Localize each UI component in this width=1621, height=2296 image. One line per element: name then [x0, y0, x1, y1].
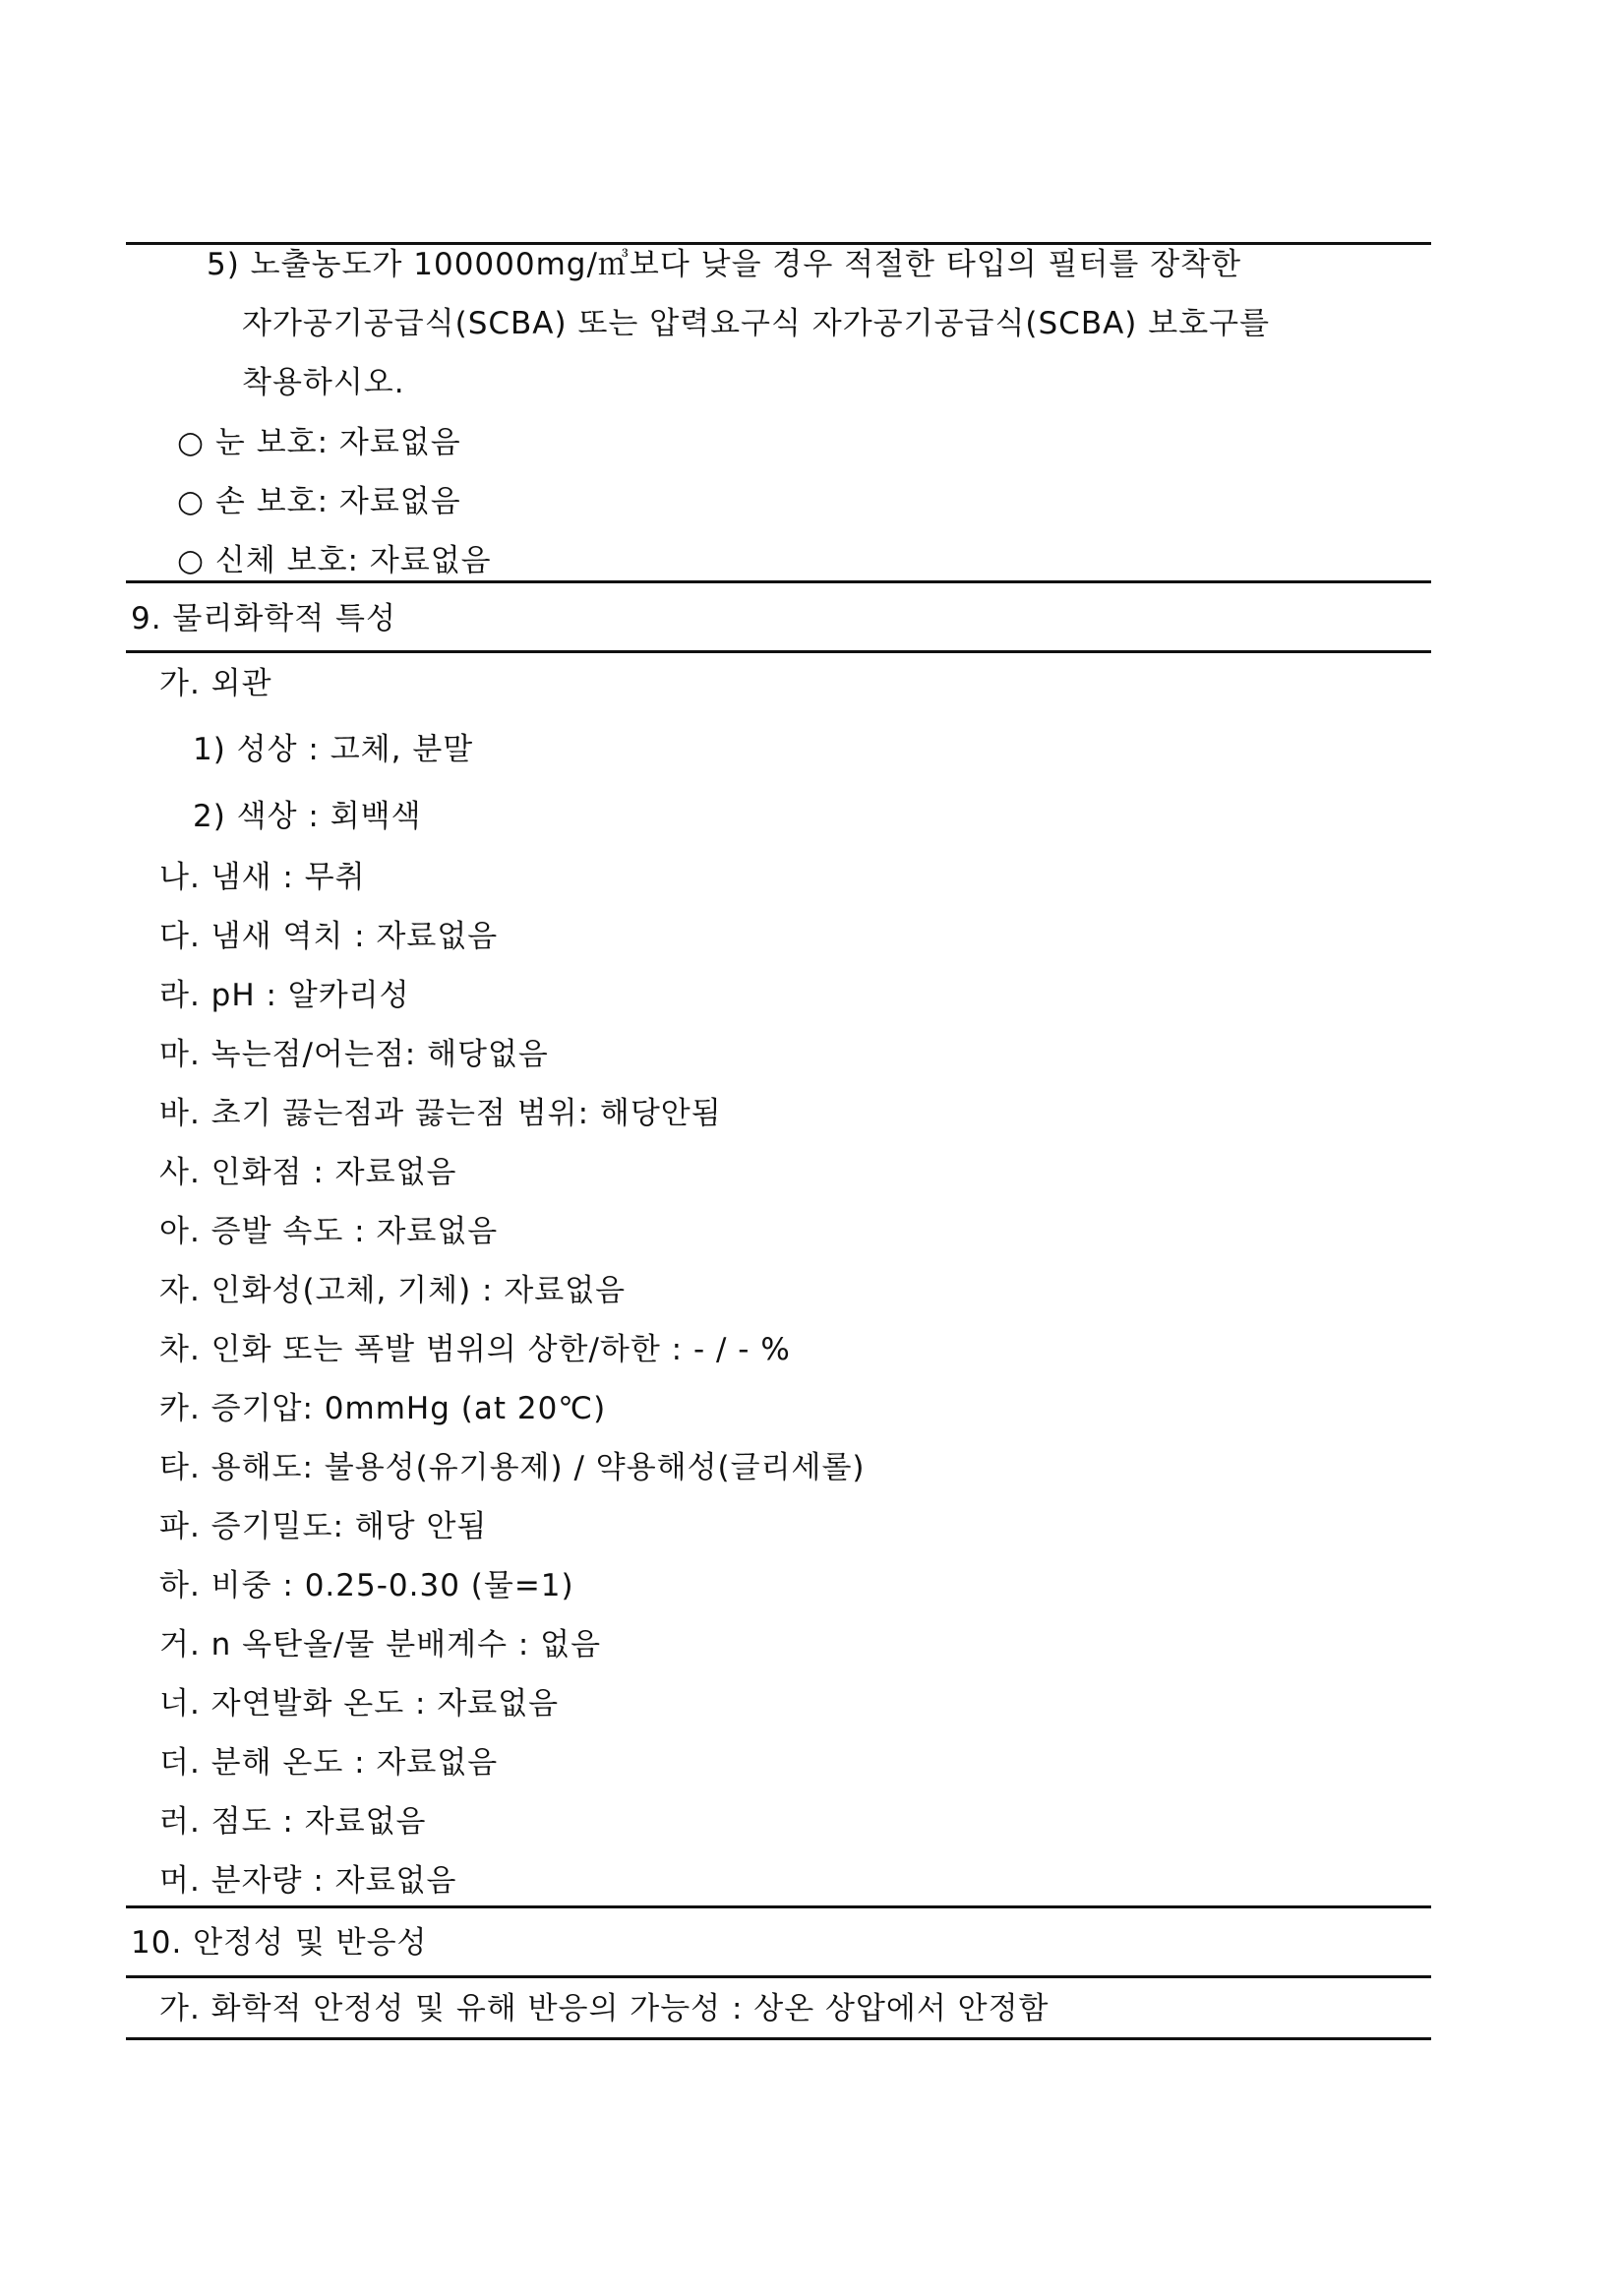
respirator-item-5-line3: 착용하시오.: [242, 365, 405, 400]
property-evaporation-rate: 아. 증발 속도 : 자료없음: [159, 1214, 499, 1249]
respirator-item-5-line1: 5) 노출농도가 100000mg/㎥보다 낮을 경우 적절한 타입의 필터를 장착한: [207, 247, 1242, 282]
property-vapor-pressure: 카. 증기압: 0mmHg (at 20℃): [159, 1391, 607, 1426]
property-vapor-density: 파. 증기밀도: 해당 안됨: [159, 1509, 488, 1544]
appearance-state: 1) 성상 : 고체, 분말: [193, 732, 474, 767]
hand-protection: ○ 손 보호: 자료없음: [177, 484, 461, 519]
property-odor: 나. 냄새 : 무취: [159, 860, 366, 895]
appearance-color: 2) 색상 : 회백색: [193, 799, 422, 834]
respirator-item-5-line2: 자가공기공급식(SCBA) 또는 압력요구식 자가공기공급식(SCBA) 보호구를: [242, 306, 1271, 341]
property-flash-point: 사. 인화점 : 자료없음: [159, 1155, 457, 1190]
property-melting-point: 마. 녹는점/어는점: 해당없음: [159, 1037, 549, 1072]
property-odor-threshold: 다. 냄새 역치 : 자료없음: [159, 919, 499, 954]
property-specific-gravity: 하. 비중 : 0.25-0.30 (물=1): [159, 1568, 574, 1603]
rule-after-section9-title: [126, 650, 1431, 653]
property-explosion-limits: 차. 인화 또는 폭발 범위의 상한/하한 : - / - %: [159, 1332, 791, 1367]
property-boiling-point: 바. 초기 끓는점과 끓는점 범위: 해당안됨: [159, 1096, 722, 1131]
rule-before-section10: [126, 1905, 1431, 1908]
chemical-stability: 가. 화학적 안정성 및 유해 반응의 가능성 : 상온 상압에서 안정함: [159, 1991, 1050, 2026]
property-molecular-weight: 머. 분자량 : 자료없음: [159, 1863, 457, 1899]
property-partition-coefficient: 거. n 옥탄올/물 분배계수 : 없음: [159, 1627, 602, 1662]
rule-after-section10-title: [126, 1975, 1431, 1978]
rule-bottom: [126, 2037, 1431, 2040]
section10-title: 10. 안정성 및 반응성: [131, 1925, 428, 1961]
property-flammability: 자. 인화성(고체, 기체) : 자료없음: [159, 1273, 627, 1308]
property-decomposition-temp: 더. 분해 온도 : 자료없음: [159, 1745, 499, 1781]
property-autoignition-temp: 너. 자연발화 온도 : 자료없음: [159, 1686, 560, 1722]
section9-title: 9. 물리화학적 특성: [131, 601, 396, 636]
property-ph: 라. pH : 알카리성: [159, 978, 410, 1013]
eye-protection: ○ 눈 보호: 자료없음: [177, 425, 461, 460]
body-protection: ○ 신체 보호: 자료없음: [177, 543, 492, 578]
property-solubility: 타. 용해도: 불용성(유기용제) / 약용해성(글리세롤): [159, 1450, 866, 1485]
appearance-heading: 가. 외관: [159, 666, 272, 701]
property-viscosity: 러. 점도 : 자료없음: [159, 1804, 427, 1840]
rule-before-section9: [126, 580, 1431, 583]
